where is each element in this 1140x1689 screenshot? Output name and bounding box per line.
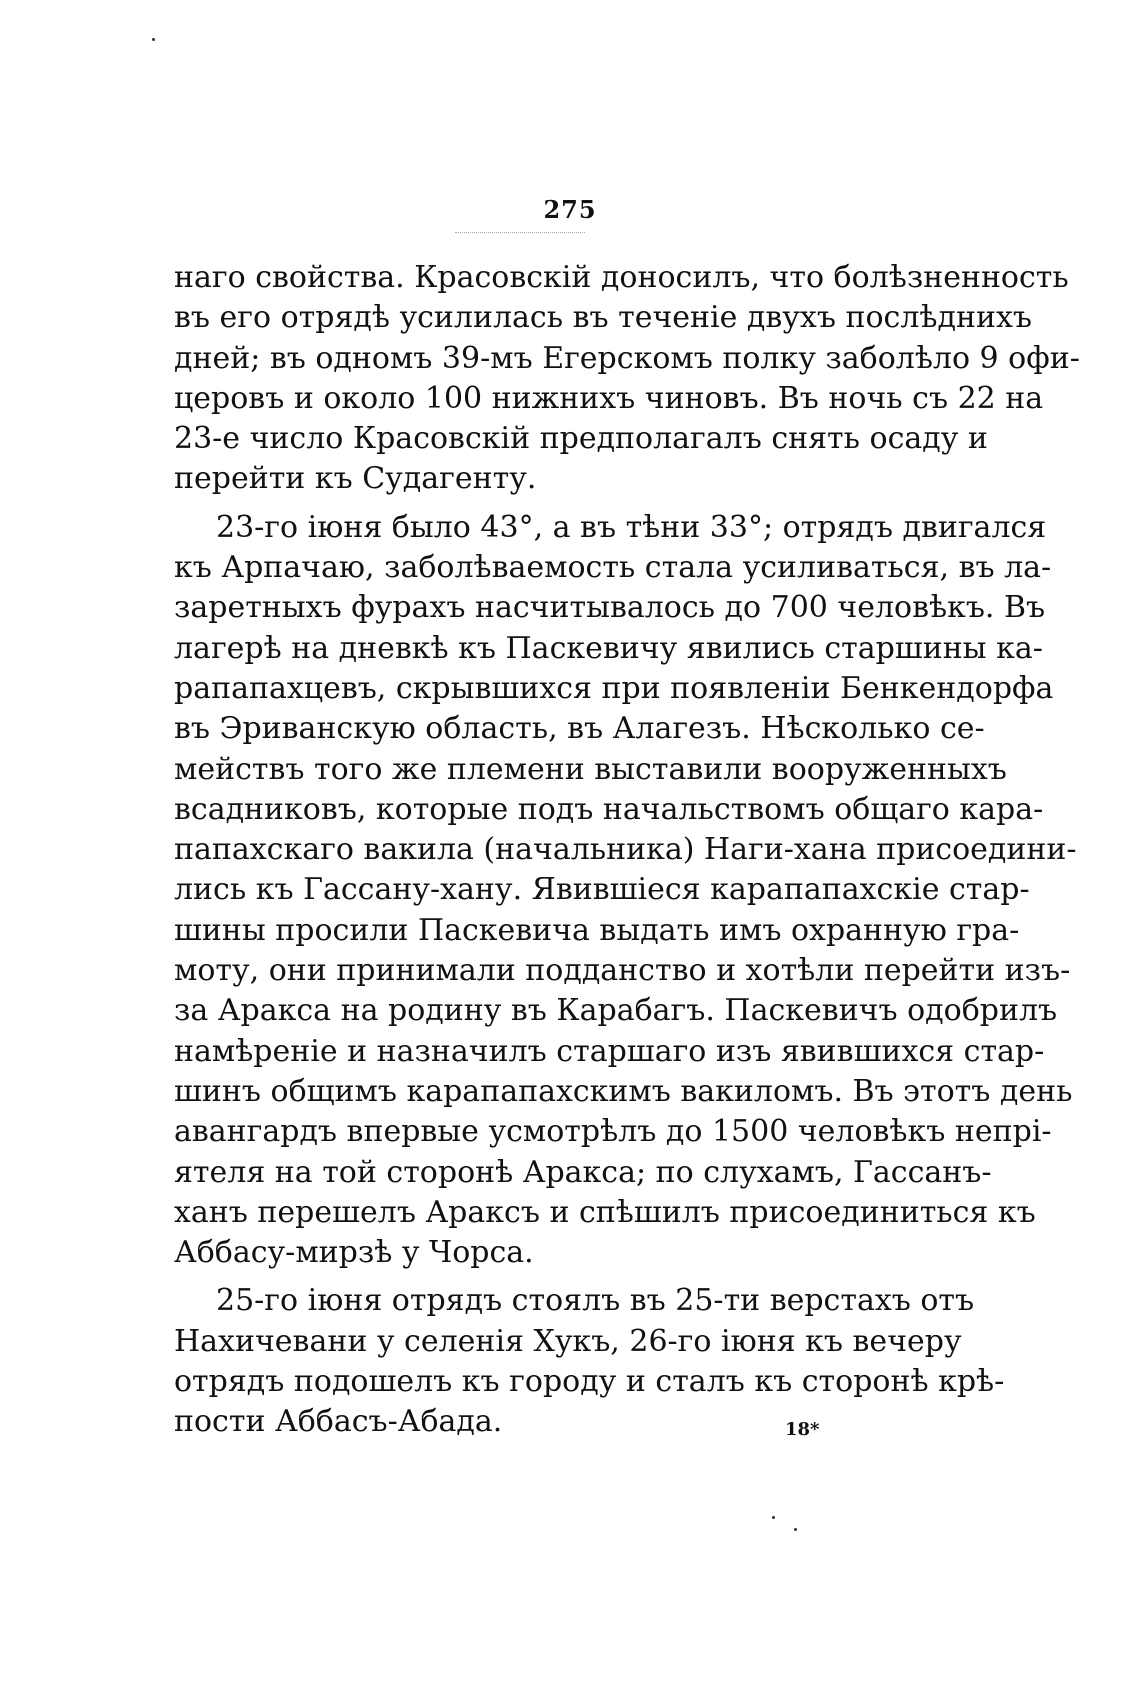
text-line: лагерѣ на дневкѣ къ Паскевичу явились старшины ка- [174,630,1043,666]
text-line: лись къ Гассану-хану. Явившіеся карапапахскіе стар- [174,872,1030,908]
text-line: авангардъ впервые усмотрѣлъ до 1500 человѣкъ непрі- [174,1114,1052,1150]
text-line: намѣреніе и назначилъ старшаго изъ явившихся стар- [174,1033,1045,1069]
text-line: перейти къ Судагенту. [174,461,537,497]
text-line: ханъ перешелъ Араксъ и спѣшилъ присоединиться къ [174,1194,1036,1230]
scan-speck [152,38,155,41]
scan-speck [772,1516,775,1519]
text-line: моту, они принимали подданство и хотѣли перейти изъ- [174,953,1071,989]
text-line: отрядъ подошелъ къ городу и сталъ къ сторонѣ крѣ- [174,1364,1005,1400]
text-line: церовъ и около 100 нижнихъ чиновъ. Въ ночь съ 22 на [174,380,1044,416]
page-number-rule [455,232,585,233]
text-line: шинъ общимъ карапапахскимъ вакиломъ. Въ этотъ день [174,1073,1073,1109]
paragraph-3 [174,1281,1005,1442]
text-line: ятеля на той сторонѣ Аракса; по слухамъ, Гассанъ- [174,1154,992,1190]
text-line: за Аракса на родину въ Карабагъ. Паскевичъ одобрилъ [174,993,1058,1029]
text-line: пости Аббасъ-Абада. [174,1404,503,1440]
paragraph-1 [174,258,1080,500]
text-line: Нахичевани у селенія Хукъ, 26-го іюня къ вечеру [174,1323,962,1359]
text-line: въ Эриванскую область, въ Алагезъ. Нѣсколько се- [174,711,985,747]
paragraph-gap [174,500,884,508]
page-number: 275 [543,195,597,224]
text-line: наго свойства. Красовскій доносилъ, что болѣзненность [174,260,1069,295]
text-line: мействъ того же племени выставили вооруженныхъ [174,751,1007,787]
scan-speck [794,1528,797,1531]
text-line: рапапахцевъ, скрывшихся при появленіи Бенкендорфа [174,670,1054,706]
text-line: шины просили Паскевича выдать имъ охранную гра- [174,912,1020,948]
text-line: Аббасу-мирзѣ у Чорса. [174,1235,534,1271]
text-line: къ Арпачаю, заболѣваемость стала усиливаться, въ ла- [174,550,1052,586]
printer-signature: 18* [785,1419,820,1440]
paragraph-gap [174,1273,884,1281]
text-line: 23-го іюня было 43°, а въ тѣни 33°; отрядъ двигался [216,509,1047,545]
text-line: 25-го іюня отрядъ стоялъ въ 25-ти верстахъ отъ [216,1283,975,1319]
body-text [174,258,1080,1443]
text-line: 23-е число Красовскій предполагалъ снять осаду и [174,421,988,457]
paragraph-2 [174,508,1077,1274]
text-line: папахскаго вакила (начальника) Наги-хана присоедини- [174,832,1077,868]
text-line: заретныхъ фурахъ насчитывалось до 700 человѣкъ. Въ [174,590,1046,626]
text-line: всадниковъ, которые подъ начальствомъ общаго кара- [174,791,1044,827]
text-line: дней; въ одномъ 39-мъ Егерскомъ полку заболѣло 9 офи- [174,340,1080,376]
text-line: въ его отрядѣ усилилась въ теченіе двухъ послѣднихъ [174,300,1032,336]
